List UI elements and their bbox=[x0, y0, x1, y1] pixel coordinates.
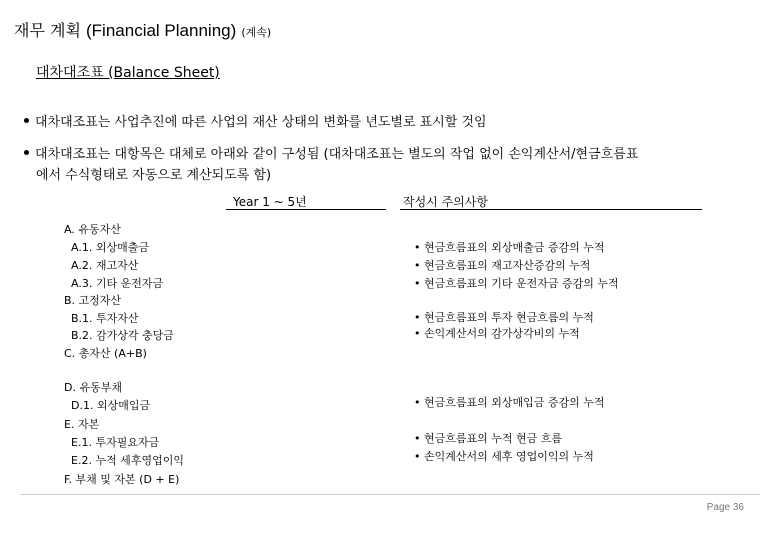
item-cumulative-operating-income: E.2. 누적 세후영업이익 bbox=[71, 454, 184, 467]
bullet-text: 대차대조표는 사업추진에 따른 사업의 재산 상태의 변화를 년도별로 표시할 것임 bbox=[35, 115, 487, 130]
item-equity: E. 자본 bbox=[64, 418, 100, 431]
title-korean: 재무 계획 bbox=[14, 21, 81, 40]
item-total-assets: C. 총자산 (A+B) bbox=[64, 347, 147, 360]
section-title-english: (Balance Sheet) bbox=[108, 65, 220, 81]
item-required-investment: E.1. 투자필요자금 bbox=[71, 436, 160, 449]
bullet-dot-icon bbox=[24, 150, 29, 155]
item-accounts-payable: D.1. 외상매입금 bbox=[71, 399, 151, 412]
item-fixed-assets: B. 고정자산 bbox=[64, 294, 122, 307]
bullet-dot-icon bbox=[24, 118, 29, 123]
note-item: • 현금흐름표의 재고자산증감의 누적 bbox=[414, 259, 591, 272]
section-title bbox=[36, 62, 220, 82]
title-english: (Financial Planning) bbox=[86, 21, 237, 40]
column-divider bbox=[226, 209, 386, 210]
item-current-assets: A. 유동자산 bbox=[64, 223, 121, 236]
page-number: Page 36 bbox=[706, 502, 744, 513]
item-liabilities-and-equity: F. 부채 및 자본 (D + E) bbox=[64, 473, 180, 486]
item-accounts-receivable: A.1. 외상매출금 bbox=[71, 241, 149, 254]
column-divider bbox=[400, 209, 702, 210]
note-item: • 현금흐름표의 누적 현금 흐름 bbox=[414, 432, 562, 445]
note-item: • 현금흐름표의 기타 운전자금 증감의 누적 bbox=[414, 277, 619, 290]
bullet-continuation: 에서 수식형태로 자동으로 계산되도록 함) bbox=[36, 168, 272, 183]
footer-divider bbox=[20, 494, 760, 495]
title-suffix: (계속) bbox=[241, 26, 272, 39]
note-item: • 손익계산서의 감가상각비의 누적 bbox=[414, 327, 580, 340]
page-title bbox=[14, 18, 271, 41]
column-header-notes: 작성시 주의사항 bbox=[403, 195, 488, 209]
bullet-item bbox=[24, 143, 638, 162]
item-current-liabilities: D. 유동부채 bbox=[64, 381, 122, 394]
section-title-korean: 대차대조표 bbox=[36, 65, 104, 81]
item-investment-assets: B.1. 투자자산 bbox=[71, 312, 139, 325]
item-depreciation-reserve: B.2. 감가상각 충당금 bbox=[71, 329, 174, 342]
item-other-working-capital: A.3. 기타 운전자금 bbox=[71, 277, 164, 290]
note-item: • 손익계산서의 세후 영업이익의 누적 bbox=[414, 450, 594, 463]
note-item: • 현금흐름표의 외상매출금 증감의 누적 bbox=[414, 241, 605, 254]
bullet-text: 대차대조표는 대항목은 대체로 아래와 같이 구성됨 (대차대조표는 별도의 작업 없이 손익계산서/현금흐름표 bbox=[35, 147, 639, 162]
bullet-item bbox=[24, 111, 487, 130]
column-header-year: Year 1 ~ 5년 bbox=[233, 195, 307, 209]
item-inventory: A.2. 재고자산 bbox=[71, 259, 139, 272]
note-item: • 현금흐름표의 투자 현금흐름의 누적 bbox=[414, 311, 594, 324]
note-item: • 현금흐름표의 외상매입금 증감의 누적 bbox=[414, 396, 605, 409]
